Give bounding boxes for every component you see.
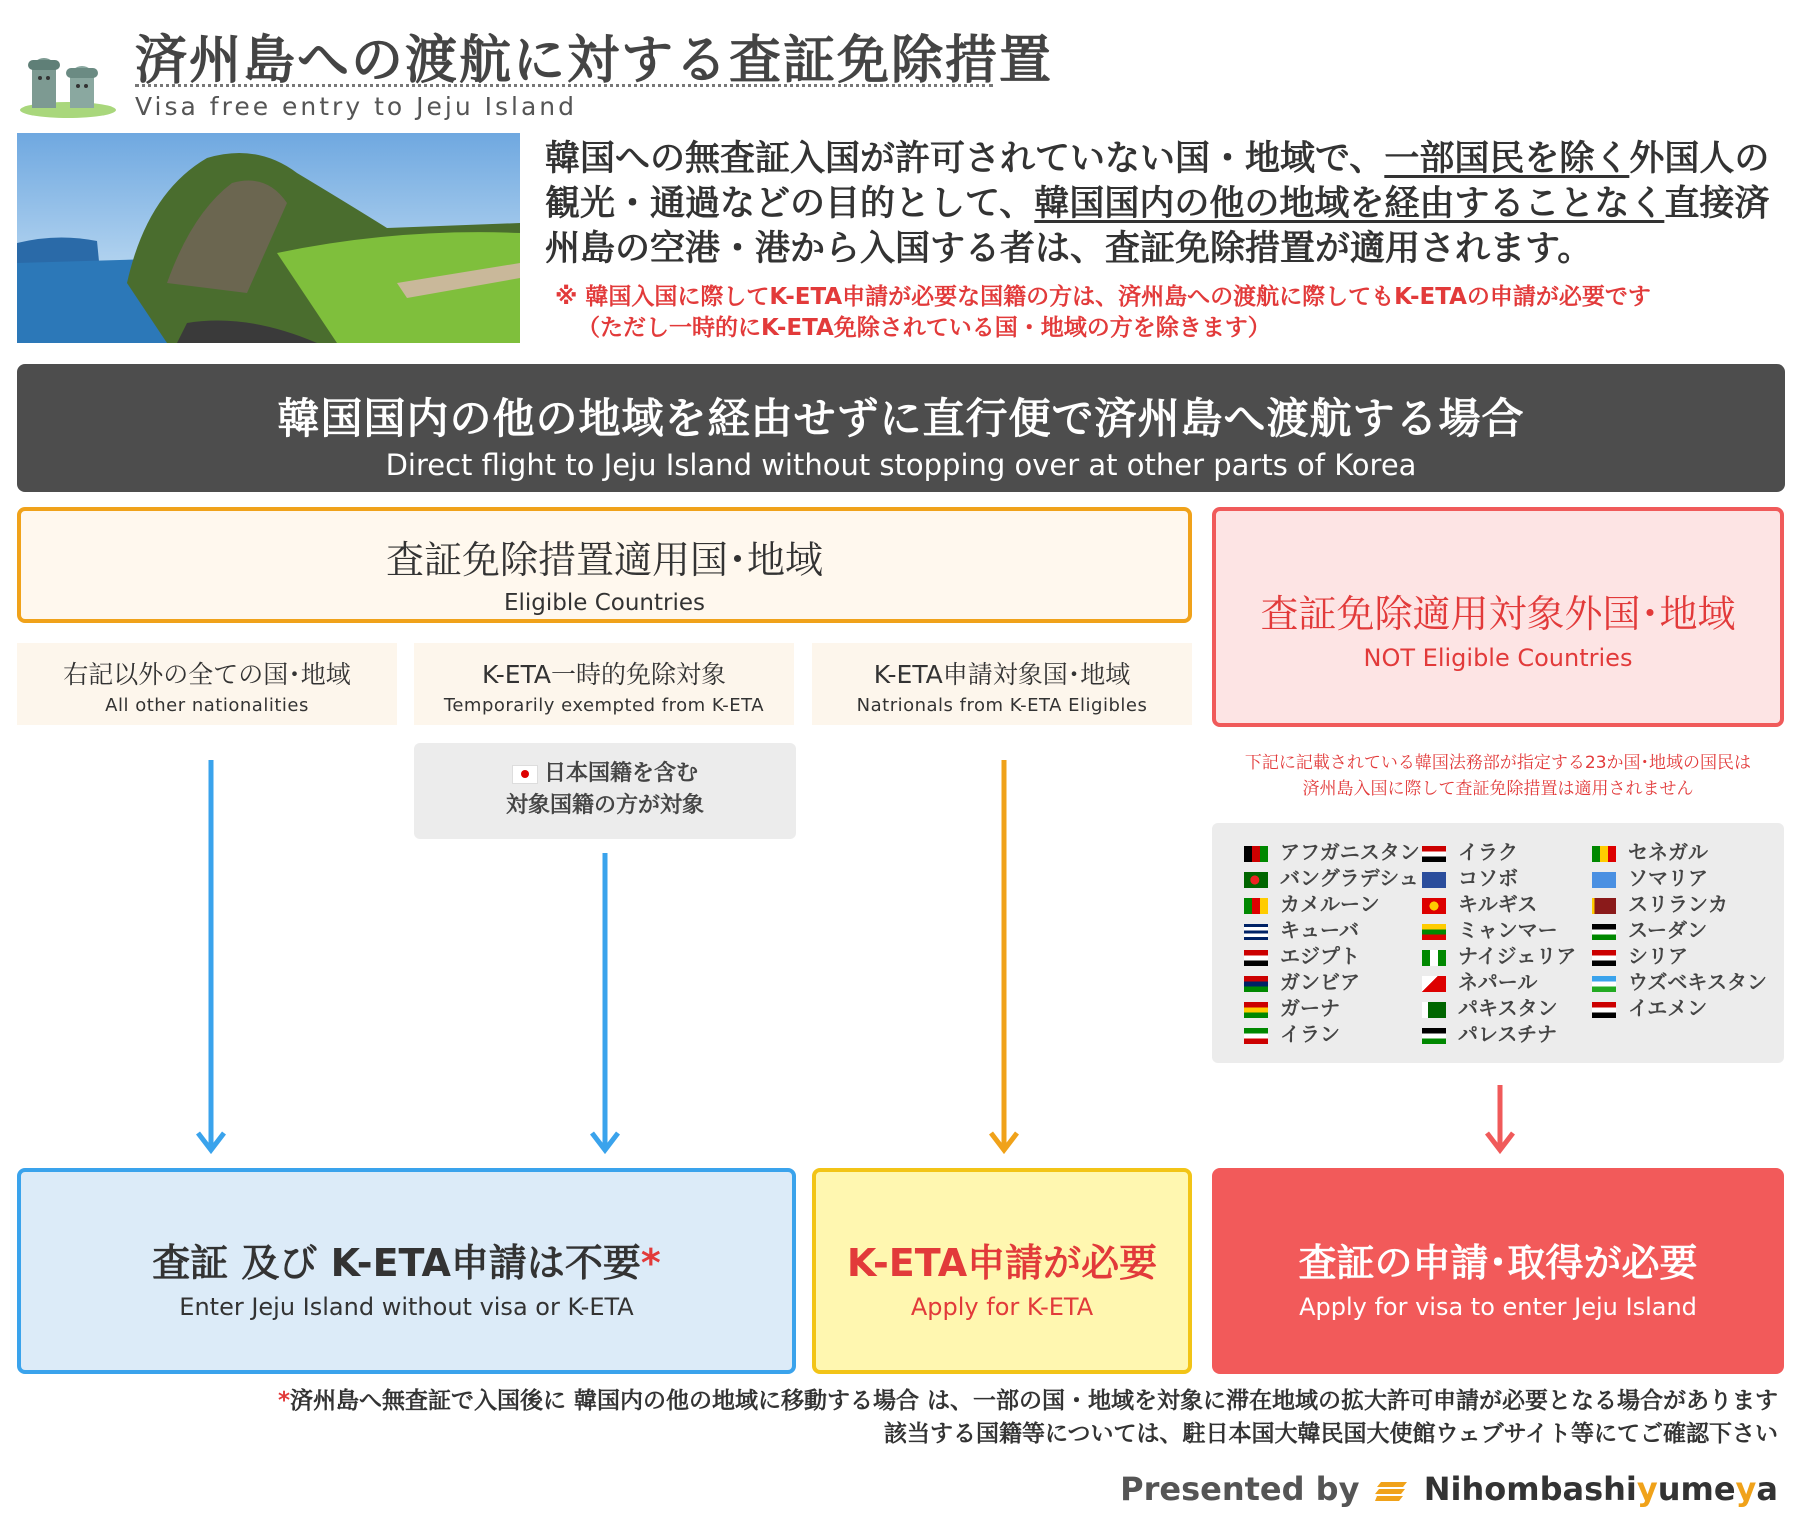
flag-icon [1244,950,1268,966]
flag-icon [1244,1028,1268,1044]
eligible-countries-box: 査証免除措置適用国･地域 Eligible Countries [17,507,1192,623]
country-item: ガンビア [1244,969,1420,995]
flag-icon [1244,846,1268,862]
country-item: ソマリア [1592,865,1767,891]
country-item: ナイジェリア [1422,943,1576,969]
title-divider [135,84,993,87]
country-item: ウズベキスタン [1592,969,1767,995]
flag-icon [1592,924,1616,940]
intro-paragraph: 韓国への無査証入国が許可されていない国・地域で、一部国民を除く外国人の観光・通過などの目的として、韓国国内の他の地域を経由することなく直接済州島の空港・港から入国する者は、査証免除措置が適用されます。 [545,139,1770,269]
flag-icon [1422,950,1446,966]
credit: Presented by Nihombashiyumeya [1120,1470,1778,1508]
not-eligible-countries-box: 査証免除適用対象外国･地域 NOT Eligible Countries [1212,507,1784,727]
jeju-coast-photo [17,133,520,343]
flag-icon [1422,976,1446,992]
country-item: パレスチナ [1422,1021,1576,1047]
country-item: ネパール [1422,969,1576,995]
group-keta-exempt: K-ETA一時的免除対象 Temporarily exempted from K-ETA [414,643,794,725]
country-item: イラン [1244,1021,1420,1047]
flag-icon [1592,1002,1616,1018]
country-item: スリランカ [1592,891,1767,917]
country-item: コソボ [1422,865,1576,891]
country-item: パキスタン [1422,995,1576,1021]
k-eta-note: ※ 韓国入国に際してK-ETA申請が必要な国籍の方は、済州島への渡航に際してもK-ETAの申請が必要です （ただし一時的にK-ETA免除されている国・地域の方を除きます） [555,284,1651,341]
footnote: *済州島へ無査証で入国後に 韓国内の他の地域に移動する場合 は、一部の国・地域を対象に滞在地域の拡大許可申請が必要となる場合があります 該当する国籍等については、駐日本国大韓民国大使館ウェブサイト等にてご確認下さい [277,1388,1778,1447]
country-item: エジプト [1244,943,1420,969]
flag-icon [1422,924,1446,940]
japan-flag-icon [512,765,538,784]
result-visa-required: 査証の申請･取得が必要 Apply for visa to enter Jeju Island [1212,1168,1784,1374]
country-item: キルギス [1422,891,1576,917]
country-item: ガーナ [1244,995,1420,1021]
japan-included-note: 日本国籍を含む 対象国籍の方が対象 [414,743,796,839]
flag-icon [1422,846,1446,862]
page-title: 済州島への渡航に対する査証免除措置 [135,31,1054,91]
direct-flight-banner: 韓国国内の他の地域を経由せずに直行便で済州島へ渡航する場合 Direct flight to Jeju Island without stopping over at other parts of Korea [17,364,1785,492]
flag-icon [1592,950,1616,966]
flag-icon [1592,898,1616,914]
flag-icon [1244,872,1268,888]
country-column-3 [1592,839,1767,1021]
country-item: イエメン [1592,995,1767,1021]
country-item: アフガニスタン [1244,839,1420,865]
flag-icon [1592,976,1616,992]
page-subtitle: Visa free entry to Jeju Island [135,92,577,121]
arrow-down-icon [592,853,618,1150]
country-item: バングラデシュ [1244,865,1420,891]
flag-icon [1422,898,1446,914]
brand-logo-icon [1375,1478,1409,1504]
flag-icon [1422,872,1446,888]
result-no-visa-no-keta: 査証 及び K-ETA申請は不要* Enter Jeju Island without visa or K-ETA [17,1168,796,1374]
flag-icon [1422,1028,1446,1044]
country-item: キューバ [1244,917,1420,943]
country-column-2 [1422,839,1576,1047]
country-column-1 [1244,839,1420,1047]
arrow-down-icon [991,760,1017,1150]
country-item: イラク [1422,839,1576,865]
country-item: シリア [1592,943,1767,969]
flag-icon [1244,898,1268,914]
flag-icon [1592,872,1616,888]
flag-icon [1592,846,1616,862]
flag-icon [1244,976,1268,992]
not-eligible-country-list [1212,823,1784,1063]
not-eligible-caption: 下記に記載されている韓国法務部が指定する23か国･地域の国民は 済州島入国に際して査証免除措置は適用されません [1244,753,1752,799]
country-item: カメルーン [1244,891,1420,917]
country-item: ミャンマー [1422,917,1576,943]
flag-icon [1244,1002,1268,1018]
arrow-down-icon [1487,1085,1513,1150]
country-item: スーダン [1592,917,1767,943]
country-item: セネガル [1592,839,1767,865]
flag-icon [1422,1002,1446,1018]
result-keta-required: K-ETA申請が必要 Apply for K-ETA [812,1168,1192,1374]
arrow-down-icon [198,760,224,1150]
flag-icon [1244,924,1268,940]
group-keta-required: K-ETA申請対象国･地域 Natrionals from K-ETA Eligibles [812,643,1192,725]
dol-hareubang-logo-icon [18,40,118,118]
group-all-other: 右記以外の全ての国･地域 All other nationalities [17,643,397,725]
